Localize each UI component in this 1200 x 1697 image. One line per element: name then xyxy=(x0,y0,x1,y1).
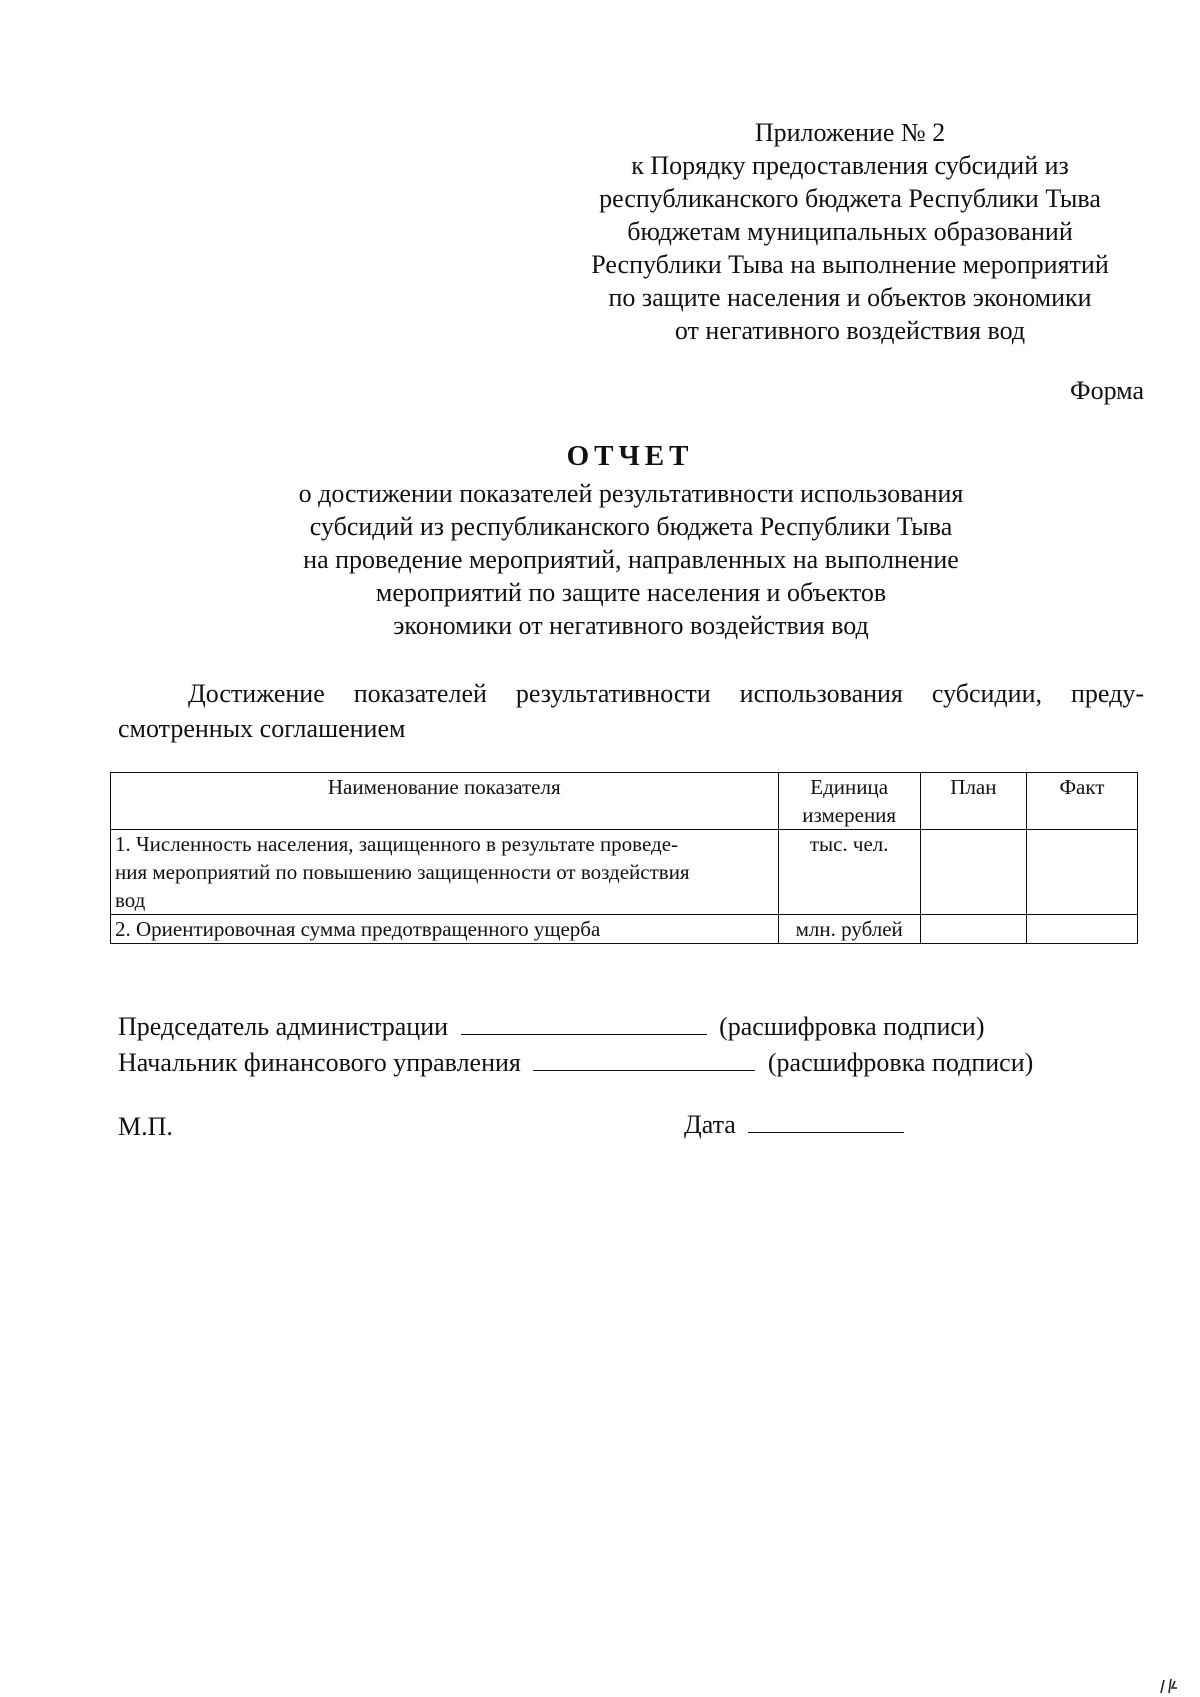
header-fact: Факт xyxy=(1026,773,1137,830)
indicator-name xyxy=(111,915,779,944)
finance-signature-line[interactable] xyxy=(533,1048,755,1071)
header-unit xyxy=(778,773,920,830)
intro-line: Достижение показателей результативности использования субсидии, преду- xyxy=(188,679,1144,708)
finance-signature-row xyxy=(118,1045,1033,1081)
header-plan: План xyxy=(920,773,1026,830)
indicator-name xyxy=(111,830,779,915)
indicator-fact[interactable] xyxy=(1026,830,1137,915)
appendix-line: бюджетам муниципальных образований xyxy=(627,217,1073,246)
appendix-line: республиканского бюджета Республики Тыва xyxy=(599,184,1101,213)
finance-label: Начальник финансового управления xyxy=(118,1048,521,1077)
table-row xyxy=(111,830,1138,915)
indicator-name-line: 1. Численность населения, защищенного в результате проведе- xyxy=(115,832,679,856)
date-label: Дата xyxy=(684,1110,736,1139)
table-row xyxy=(111,915,1138,944)
chairman-label: Председатель администрации xyxy=(118,1012,449,1041)
subtitle-line: на проведение мероприятий, направленных на выполнение xyxy=(303,545,959,574)
indicator-name-line: ния мероприятий по повышению защищенности от воздействия xyxy=(115,860,690,884)
handwritten-mark-icon xyxy=(1158,1676,1188,1696)
header-unit-line: измерения xyxy=(802,803,897,827)
appendix-header xyxy=(560,116,1140,347)
header-unit-line: Единица xyxy=(810,775,889,799)
indicator-unit: млн. рублей xyxy=(778,915,920,944)
subtitle-line: мероприятий по защите населения и объектов xyxy=(375,578,887,607)
table-header-row xyxy=(111,773,1138,830)
finance-note: (расшифровка подписи) xyxy=(767,1048,1034,1077)
chairman-signature-line[interactable] xyxy=(461,1012,707,1035)
report-subtitle xyxy=(226,477,1036,642)
header-name: Наименование показателя xyxy=(111,773,779,830)
indicator-unit: тыс. чел. xyxy=(778,830,920,915)
indicators-table xyxy=(110,772,1138,944)
chairman-signature-row xyxy=(118,1009,1033,1045)
appendix-line: по защите населения и объектов экономики xyxy=(608,283,1092,312)
intro-line: смотренных соглашением xyxy=(118,714,406,743)
intro-paragraph xyxy=(118,676,1144,746)
chairman-note: (расшифровка подписи) xyxy=(719,1012,985,1041)
appendix-line: от негативного воздействия вод xyxy=(674,316,1026,345)
indicator-fact[interactable] xyxy=(1026,915,1137,944)
form-label: Форма xyxy=(1070,376,1144,405)
report-title: ОТЧЕТ xyxy=(566,440,694,472)
date-row xyxy=(684,1110,904,1140)
date-line[interactable] xyxy=(748,1110,904,1133)
appendix-line: к Порядку предоставления субсидий из xyxy=(631,151,1069,180)
subtitle-line: экономики от негативного воздействия вод xyxy=(393,611,869,640)
appendix-line: Приложение № 2 xyxy=(754,118,946,147)
signature-block xyxy=(118,1009,1033,1081)
appendix-line: Республики Тыва на выполнение мероприятий xyxy=(591,250,1109,279)
stamp-label: М.П. xyxy=(118,1112,173,1141)
subtitle-line: субсидий из республиканского бюджета Республики Тыва xyxy=(309,512,953,541)
indicator-plan[interactable] xyxy=(920,830,1026,915)
subtitle-line: о достижении показателей результативности использования xyxy=(298,479,964,508)
indicator-plan[interactable] xyxy=(920,915,1026,944)
indicator-name-line: 2. Ориентировочная сумма предотвращенного ущерба xyxy=(115,917,601,941)
indicator-name-line: вод xyxy=(115,888,146,912)
